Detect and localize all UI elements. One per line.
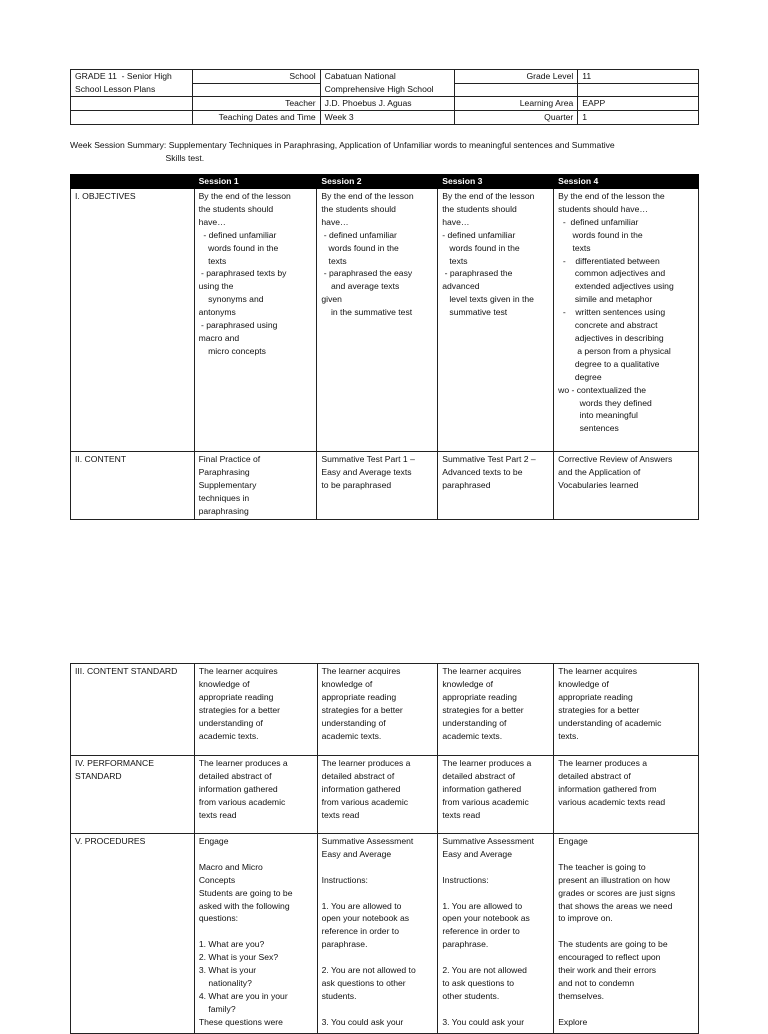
objectives-s4-text: By the end of the lesson the students should have… - defined unfamiliar words found in the texts - differentiated between common adjectives and extended adjectives using simile and metaphor - written sentences using concrete and abstract adjectives in describing a person from a physical degree to a qualitative degree wo - contextualized the words they defined into meaningful sentences [558, 191, 674, 434]
performance-standard-row [71, 756, 699, 834]
content-s4-text: Corrective Review of Answers and the Application of Vocabularies learned [558, 454, 673, 490]
content-standard-s1 [194, 664, 317, 756]
objectives-label [71, 189, 195, 452]
session-header-blank [71, 175, 195, 189]
objectives-s1-text: By the end of the lesson the students should have… - defined unfamiliar words found in the texts - paraphrased texts by using the synonyms and antonyms - paraphrased using macro and micro concepts [198, 191, 291, 356]
teacher-row-filler [71, 96, 193, 110]
school-value: Cabatuan National Comprehensive High School [324, 71, 434, 94]
objectives-row [71, 189, 699, 452]
teacher-value: J.D. Phoebus J. Aguas [320, 96, 454, 110]
content-label-text: II. CONTENT [75, 454, 127, 464]
content-s3-text: Summative Test Part 2 – Advanced texts to be paraphrased [442, 454, 536, 490]
content-standard-label [71, 664, 195, 756]
procedures-s3-text: Summative Assessment Easy and Average Instructions: 1. You are allowed to open your notebook as reference in order to paraphrase. 2. You are not allowed to ask questions to other students. 3. You could ask your [442, 836, 535, 1027]
content-s3 [438, 452, 554, 520]
session-4-header: Session 4 [554, 175, 699, 189]
content-standard-s4-text: The learner acquires knowledge of appropriate reading strategies for a better understanding of academic texts. [558, 666, 662, 741]
procedures-s3 [438, 834, 554, 1034]
week-session-summary: Week Session Summary: Supplementary Techniques in Paraphrasing, Application of Unfamiliar words to meaningful sentences and Summative Skills test. [70, 140, 615, 163]
sessions-table-part2 [70, 663, 699, 1034]
procedures-s1 [194, 834, 317, 1034]
content-s1 [194, 452, 317, 520]
objectives-s3-text: By the end of the lesson the students should have… - defined unfamiliar words found in the texts - paraphrased the advanced level texts given in the summative test [442, 191, 535, 318]
content-s1-text: Final Practice of Paraphrasing Supplementary techniques in paraphrasing [198, 454, 261, 516]
procedures-s2 [317, 834, 438, 1034]
content-standard-s3-text: The learner acquires knowledge of appropriate reading strategies for a better understanding of academic texts. [442, 666, 524, 741]
performance-standard-s1-text: The learner produces a detailed abstract of information gathered from various academic texts read [198, 758, 288, 820]
content-row [71, 452, 699, 520]
quarter-label: Quarter [454, 110, 578, 124]
grade-level-filler [454, 84, 578, 96]
dates-row-filler [71, 110, 193, 124]
header-table [70, 69, 699, 125]
procedures-label-text: V. PROCEDURES [75, 836, 146, 846]
school-label-filler [192, 84, 320, 96]
content-standard-s2-text: The learner acquires knowledge of appropriate reading strategies for a better understanding of academic texts. [321, 666, 403, 741]
content-standard-s3 [438, 664, 554, 756]
content-standard-s1-text: The learner acquires knowledge of appropriate reading strategies for a better understanding of academic texts. [198, 666, 281, 741]
learning-area-label: Learning Area [454, 96, 578, 110]
procedures-label [71, 834, 195, 1034]
performance-standard-s3-text: The learner produces a detailed abstract of information gathered from various academic texts read [442, 758, 532, 820]
dates-value: Week 3 [320, 110, 454, 124]
content-standard-row [71, 664, 699, 756]
performance-standard-s1 [194, 756, 317, 834]
content-label [71, 452, 195, 520]
grade-level-value: 11 [578, 70, 699, 84]
grade-level-value-filler [578, 84, 699, 96]
content-s2-text: Summative Test Part 1 – Easy and Average texts to be paraphrased [321, 454, 415, 490]
grade-text: GRADE 11 - Senior High School Lesson Plans [75, 71, 172, 94]
procedures-s1-text: Engage Macro and Micro Concepts Students are going to be asked with the following questions: 1. What are you? 2. What is your Sex? 3. What is your nationality? 4. What are you in your family? These questions were [198, 836, 293, 1027]
school-value-cell [320, 70, 454, 97]
session-2-header: Session 2 [317, 175, 438, 189]
objectives-s1 [194, 189, 317, 452]
sessions-header-row [71, 175, 699, 189]
content-standard-s2 [317, 664, 438, 756]
objectives-label-text: I. OBJECTIVES [75, 191, 136, 201]
session-3-header: Session 3 [438, 175, 554, 189]
performance-standard-s4-text: The learner produces a detailed abstract of information gathered from various academic texts read [558, 758, 666, 807]
procedures-row [71, 834, 699, 1034]
quarter-value: 1 [578, 110, 699, 124]
grade-level-label: Grade Level [454, 70, 578, 84]
procedures-s4 [554, 834, 699, 1034]
procedures-s4-text: Engage The teacher is going to present an illustration on how grades or scores are just signs that shows the areas we need to improve on. The students are going to be encouraged to reflect upon their work and their errors and not to condemn themselves. Explore [558, 836, 676, 1027]
objectives-s2 [317, 189, 438, 452]
grade-cell [71, 70, 193, 97]
performance-standard-label [71, 756, 195, 834]
sessions-table-part1 [70, 174, 699, 520]
objectives-s3 [438, 189, 554, 452]
performance-standard-s3 [438, 756, 554, 834]
learning-area-value: EAPP [578, 96, 699, 110]
content-standard-label-text: III. CONTENT STANDARD [75, 666, 178, 676]
content-s4 [554, 452, 699, 520]
teacher-label: Teacher [192, 96, 320, 110]
procedures-s2-text: Summative Assessment Easy and Average Instructions: 1. You are allowed to open your notebook as reference in order to paraphrase. 2. You are not allowed to ask questions to other students. 3. You could ask your [321, 836, 416, 1027]
performance-standard-label-text: IV. PERFORMANCE STANDARD [75, 758, 154, 781]
objectives-s2-text: By the end of the lesson the students should have… - defined unfamiliar words found in the texts - paraphrased the easy and average texts given in the summative test [321, 191, 414, 318]
school-label: School [192, 70, 320, 84]
content-s2 [317, 452, 438, 520]
session-1-header: Session 1 [194, 175, 317, 189]
performance-standard-s4 [554, 756, 699, 834]
dates-label: Teaching Dates and Time [192, 110, 320, 124]
objectives-s4 [554, 189, 699, 452]
content-standard-s4 [554, 664, 699, 756]
performance-standard-s2-text: The learner produces a detailed abstract of information gathered from various academic texts read [321, 758, 411, 820]
performance-standard-s2 [317, 756, 438, 834]
